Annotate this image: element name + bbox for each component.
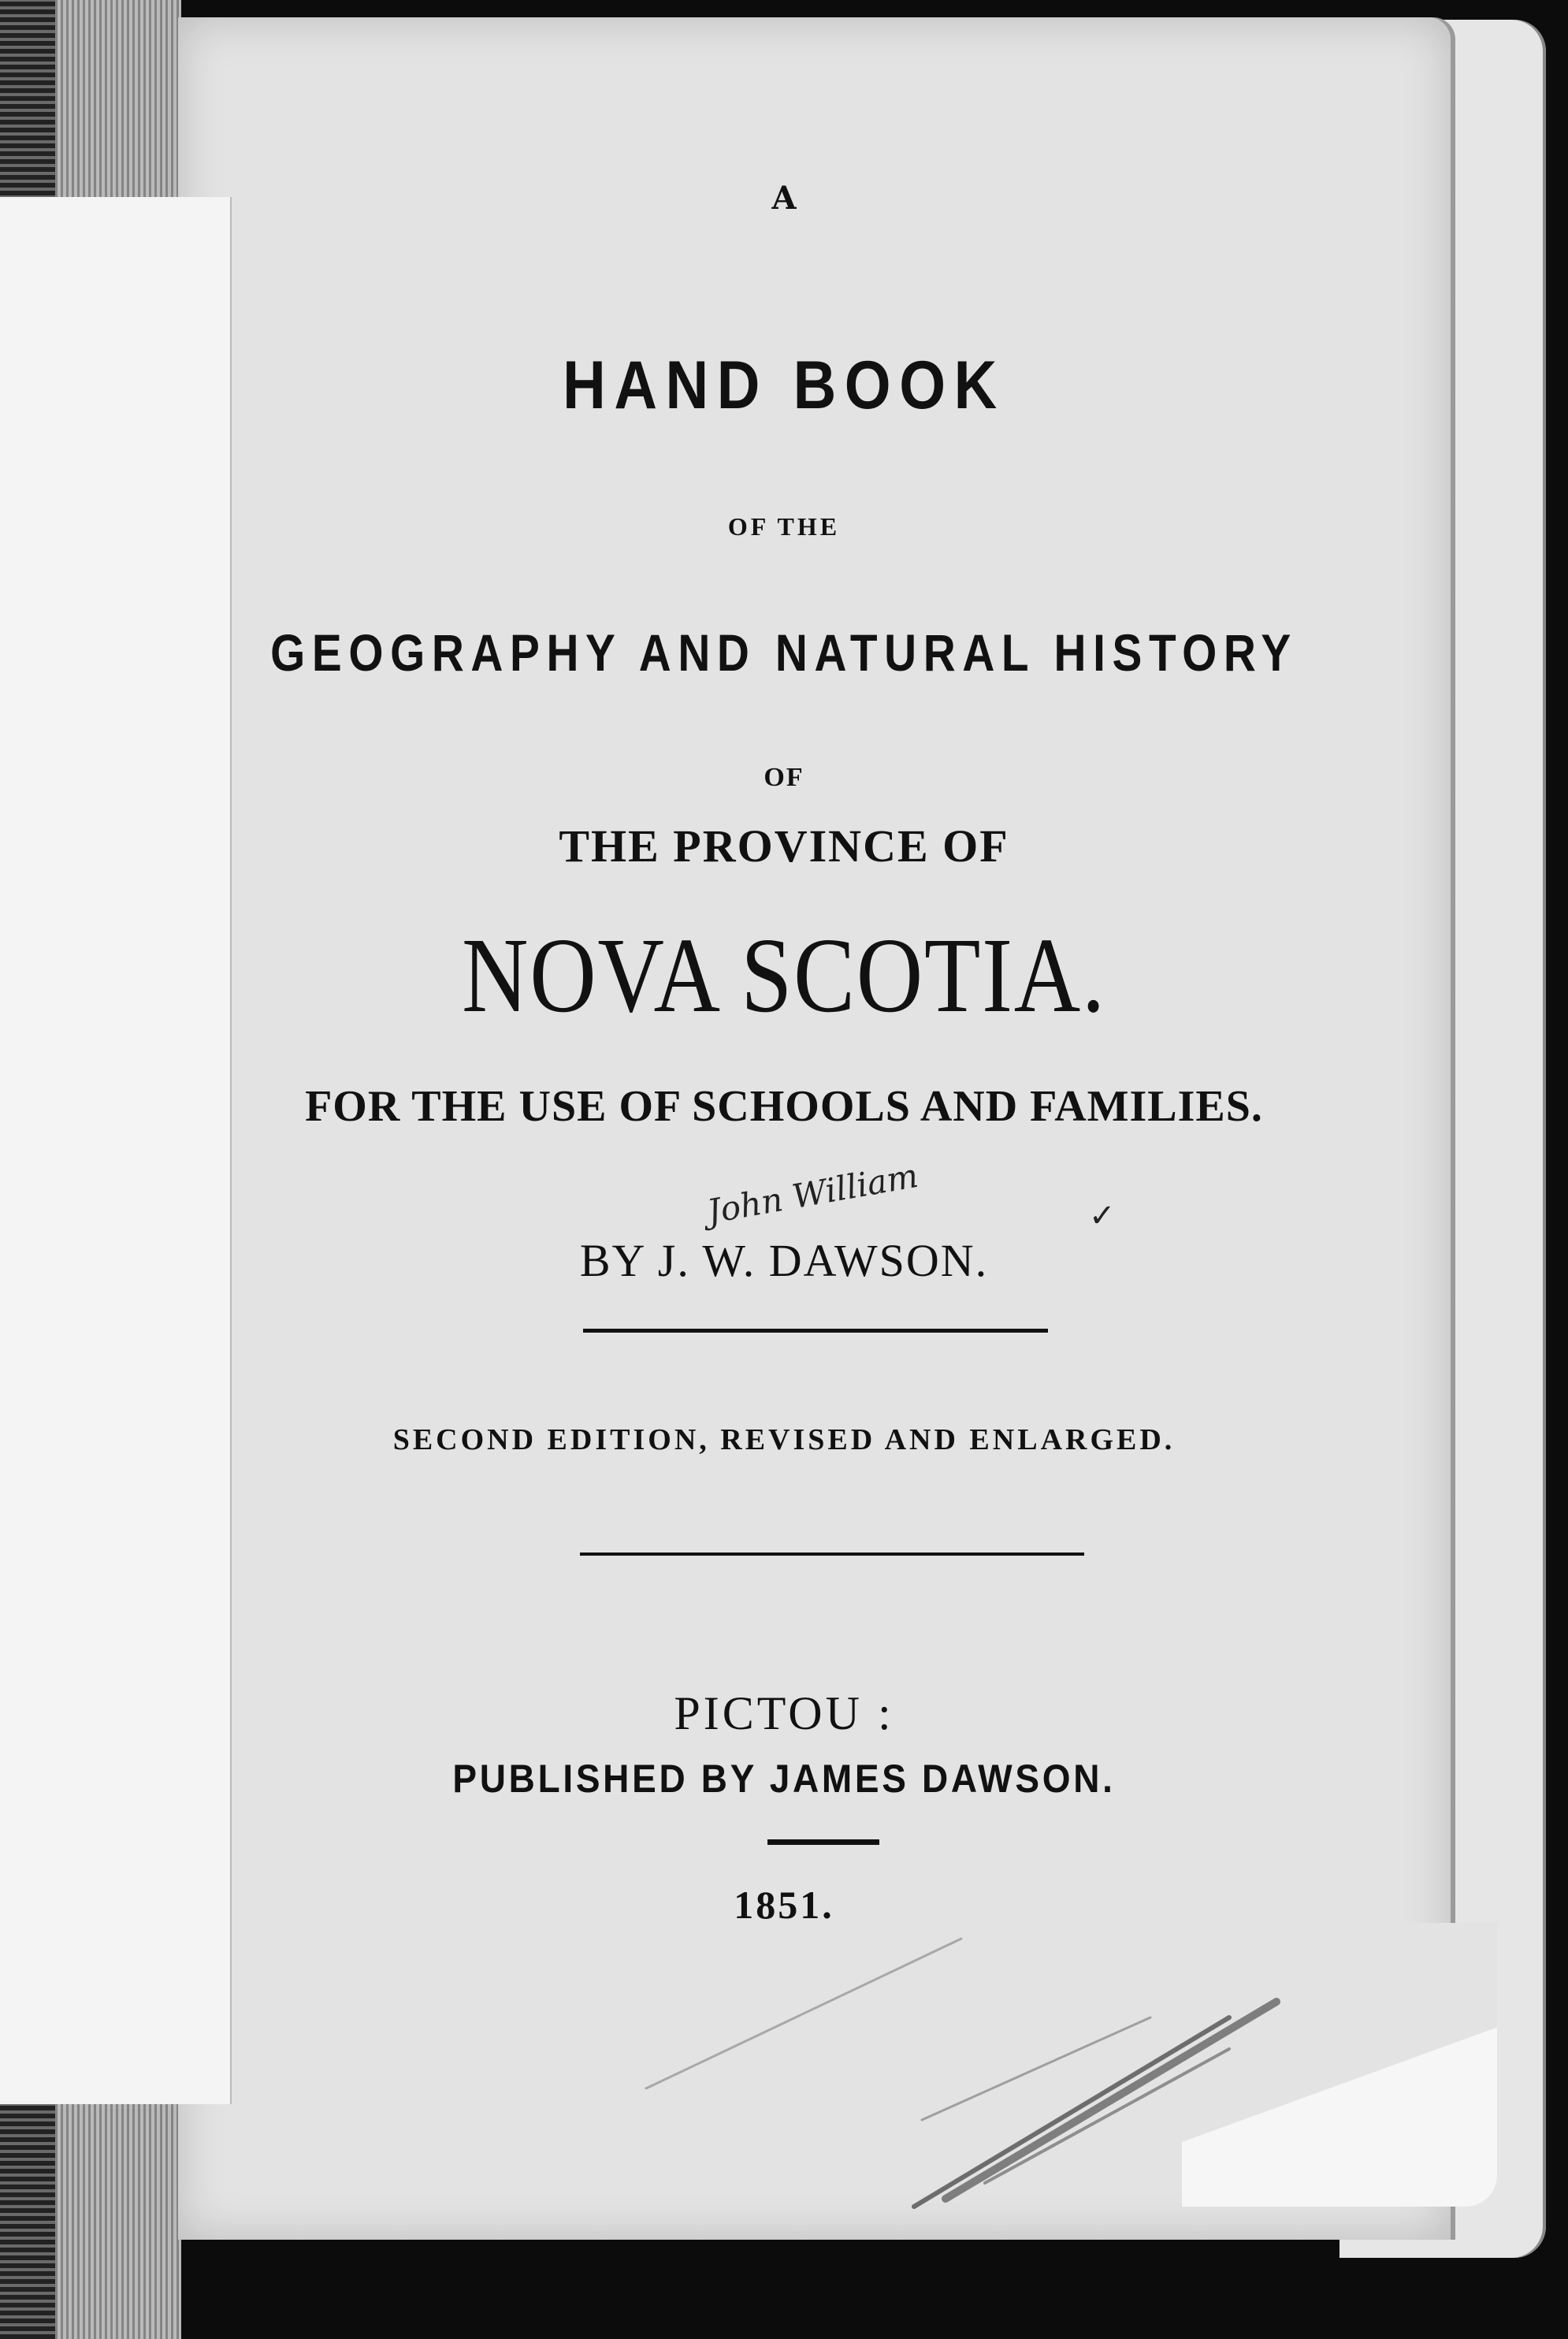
publication-city: PICTOU : [674, 1687, 894, 1739]
author-line: BY J. W. DAWSON. [579, 1235, 989, 1286]
publisher-line: PUBLISHED BY JAMES DAWSON. [452, 1757, 1116, 1801]
place-name: NOVA SCOTIA. [462, 917, 1106, 1035]
main-title: HAND BOOK [563, 348, 1005, 423]
check-mark-icon: ✓ [1089, 1198, 1116, 1234]
publication-year: 1851. [734, 1883, 834, 1927]
divider-rule-3 [767, 1839, 879, 1845]
title-of: OF [764, 763, 804, 792]
purpose-line: FOR THE USE OF SCHOOLS AND FAMILIES. [305, 1082, 1263, 1131]
call-number-slip [0, 197, 230, 2104]
divider-rule-1 [583, 1329, 1048, 1333]
title-of-the: OF THE [727, 512, 841, 541]
handwritten-annotation: John William [704, 1155, 921, 1232]
edition-line: SECOND EDITION, REVISED AND ENLARGED. [392, 1423, 1176, 1456]
divider-rule-2 [580, 1553, 1084, 1556]
folded-corner [1182, 1923, 1497, 2207]
subject-line: GEOGRAPHY AND NATURAL HISTORY [270, 623, 1298, 682]
title-article: A [771, 180, 797, 217]
province-line: THE PROVINCE OF [559, 820, 1009, 872]
